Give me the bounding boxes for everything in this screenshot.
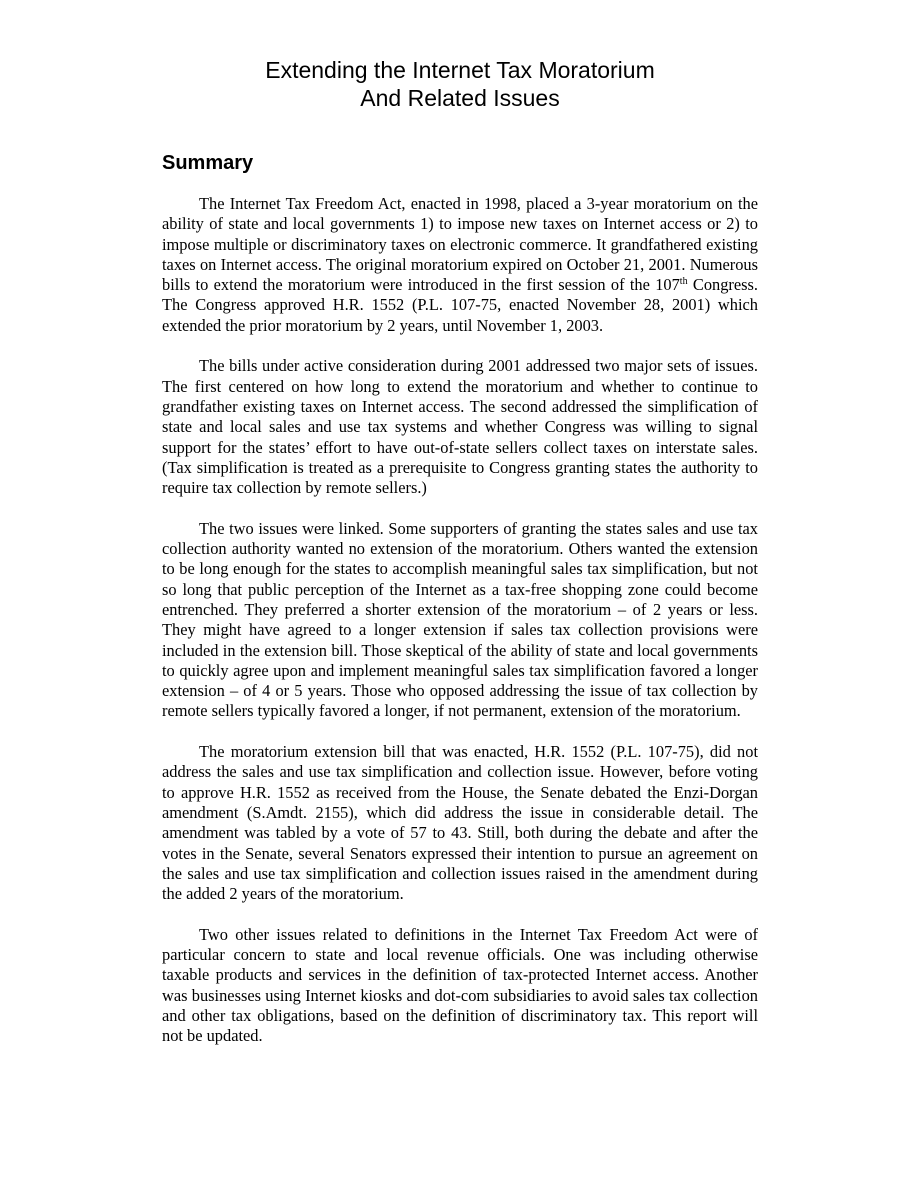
summary-paragraph-3: The two issues were linked. Some supporters of granting the states sales and use tax collection authority wanted no extension of the moratorium. Others wanted the extension to be long enough for the states to accomplish meaningful sales tax simplification, but not so long that public perception of the Internet as a tax-free shopping zone could become entrenched. They preferred a shorter extension of the moratorium – of 2 years or less. They might have agreed to a longer extension if sales tax collection provisions were included in the extension bill. Those skeptical of the ability of state and local governments to quickly agree upon and implement meaningful sales tax simplification favored a longer extension – of 4 or 5 years. Those who opposed addressing the issue of tax collection by remote sellers typically favored a longer, if not permanent, extension of the moratorium. [162,518,758,721]
title-line-1: Extending the Internet Tax Moratorium [265,57,655,83]
summary-heading: Summary [162,152,254,174]
summary-paragraph-4: The moratorium extension bill that was enacted, H.R. 1552 (P.L. 107-75), did not address the sales and use tax simplification and collection issue. However, before voting to approve H.R. 1552 as received from the House, the Senate debated the Enzi-Dorgan amendment (S.Amdt. 2155), which did address the issue in considerable detail. The amendment was tabled by a vote of 57 to 43. Still, both during the debate and after the votes in the Senate, several Senators expressed their intention to pursue an agreement on the sales and use tax simplification and collection issues raised in the amendment during the added 2 years of the moratorium. [162,742,758,904]
summary-paragraph-2: The bills under active consideration during 2001 addressed two major sets of issues. The first centered on how long to extend the moratorium and whether to continue to grandfather existing taxes on Internet access. The second addressed the simplification of state and local sales and use tax systems and whether Congress was willing to signal support for the states’ effort to have out-of-state sellers collect taxes on interstate sales. (Tax simplification is treated as a prerequisite to Congress granting states the authority to require tax collection by remote sellers.) [162,356,758,498]
paragraph-1-text-b: Congress. The Congress approved H.R. 1552 (P.L. 107-75, enacted November 28, 2001) which extended the prior moratorium by 2 years, until November 1, 2003. [162,275,758,335]
document-title [162,56,758,112]
title-line-2: And Related Issues [360,85,560,111]
summary-paragraph-5: Two other issues related to definitions in the Internet Tax Freedom Act were of particular concern to state and local revenue officials. One was including otherwise taxable products and services in the definition of tax-protected Internet access. Another was businesses using Internet kiosks and dot-com subsidiaries to avoid sales tax collection and other tax obligations, based on the definition of discriminatory tax. This report will not be updated. [162,924,758,1046]
ordinal-superscript: th [679,276,688,288]
paragraph-1-text-a: The Internet Tax Freedom Act, enacted in 1998, placed a 3-year moratorium on the ability of state and local governments 1) to impose new taxes on Internet access or 2) to impose multiple or discriminatory taxes on electronic commerce. It grandfathered existing taxes on Internet access. The original moratorium expired on October 21, 2001. Numerous bills to extend the moratorium were introduced in the first session of the 107 [162,194,758,295]
summary-paragraph-1 [162,194,758,336]
summary-body [162,194,758,1046]
